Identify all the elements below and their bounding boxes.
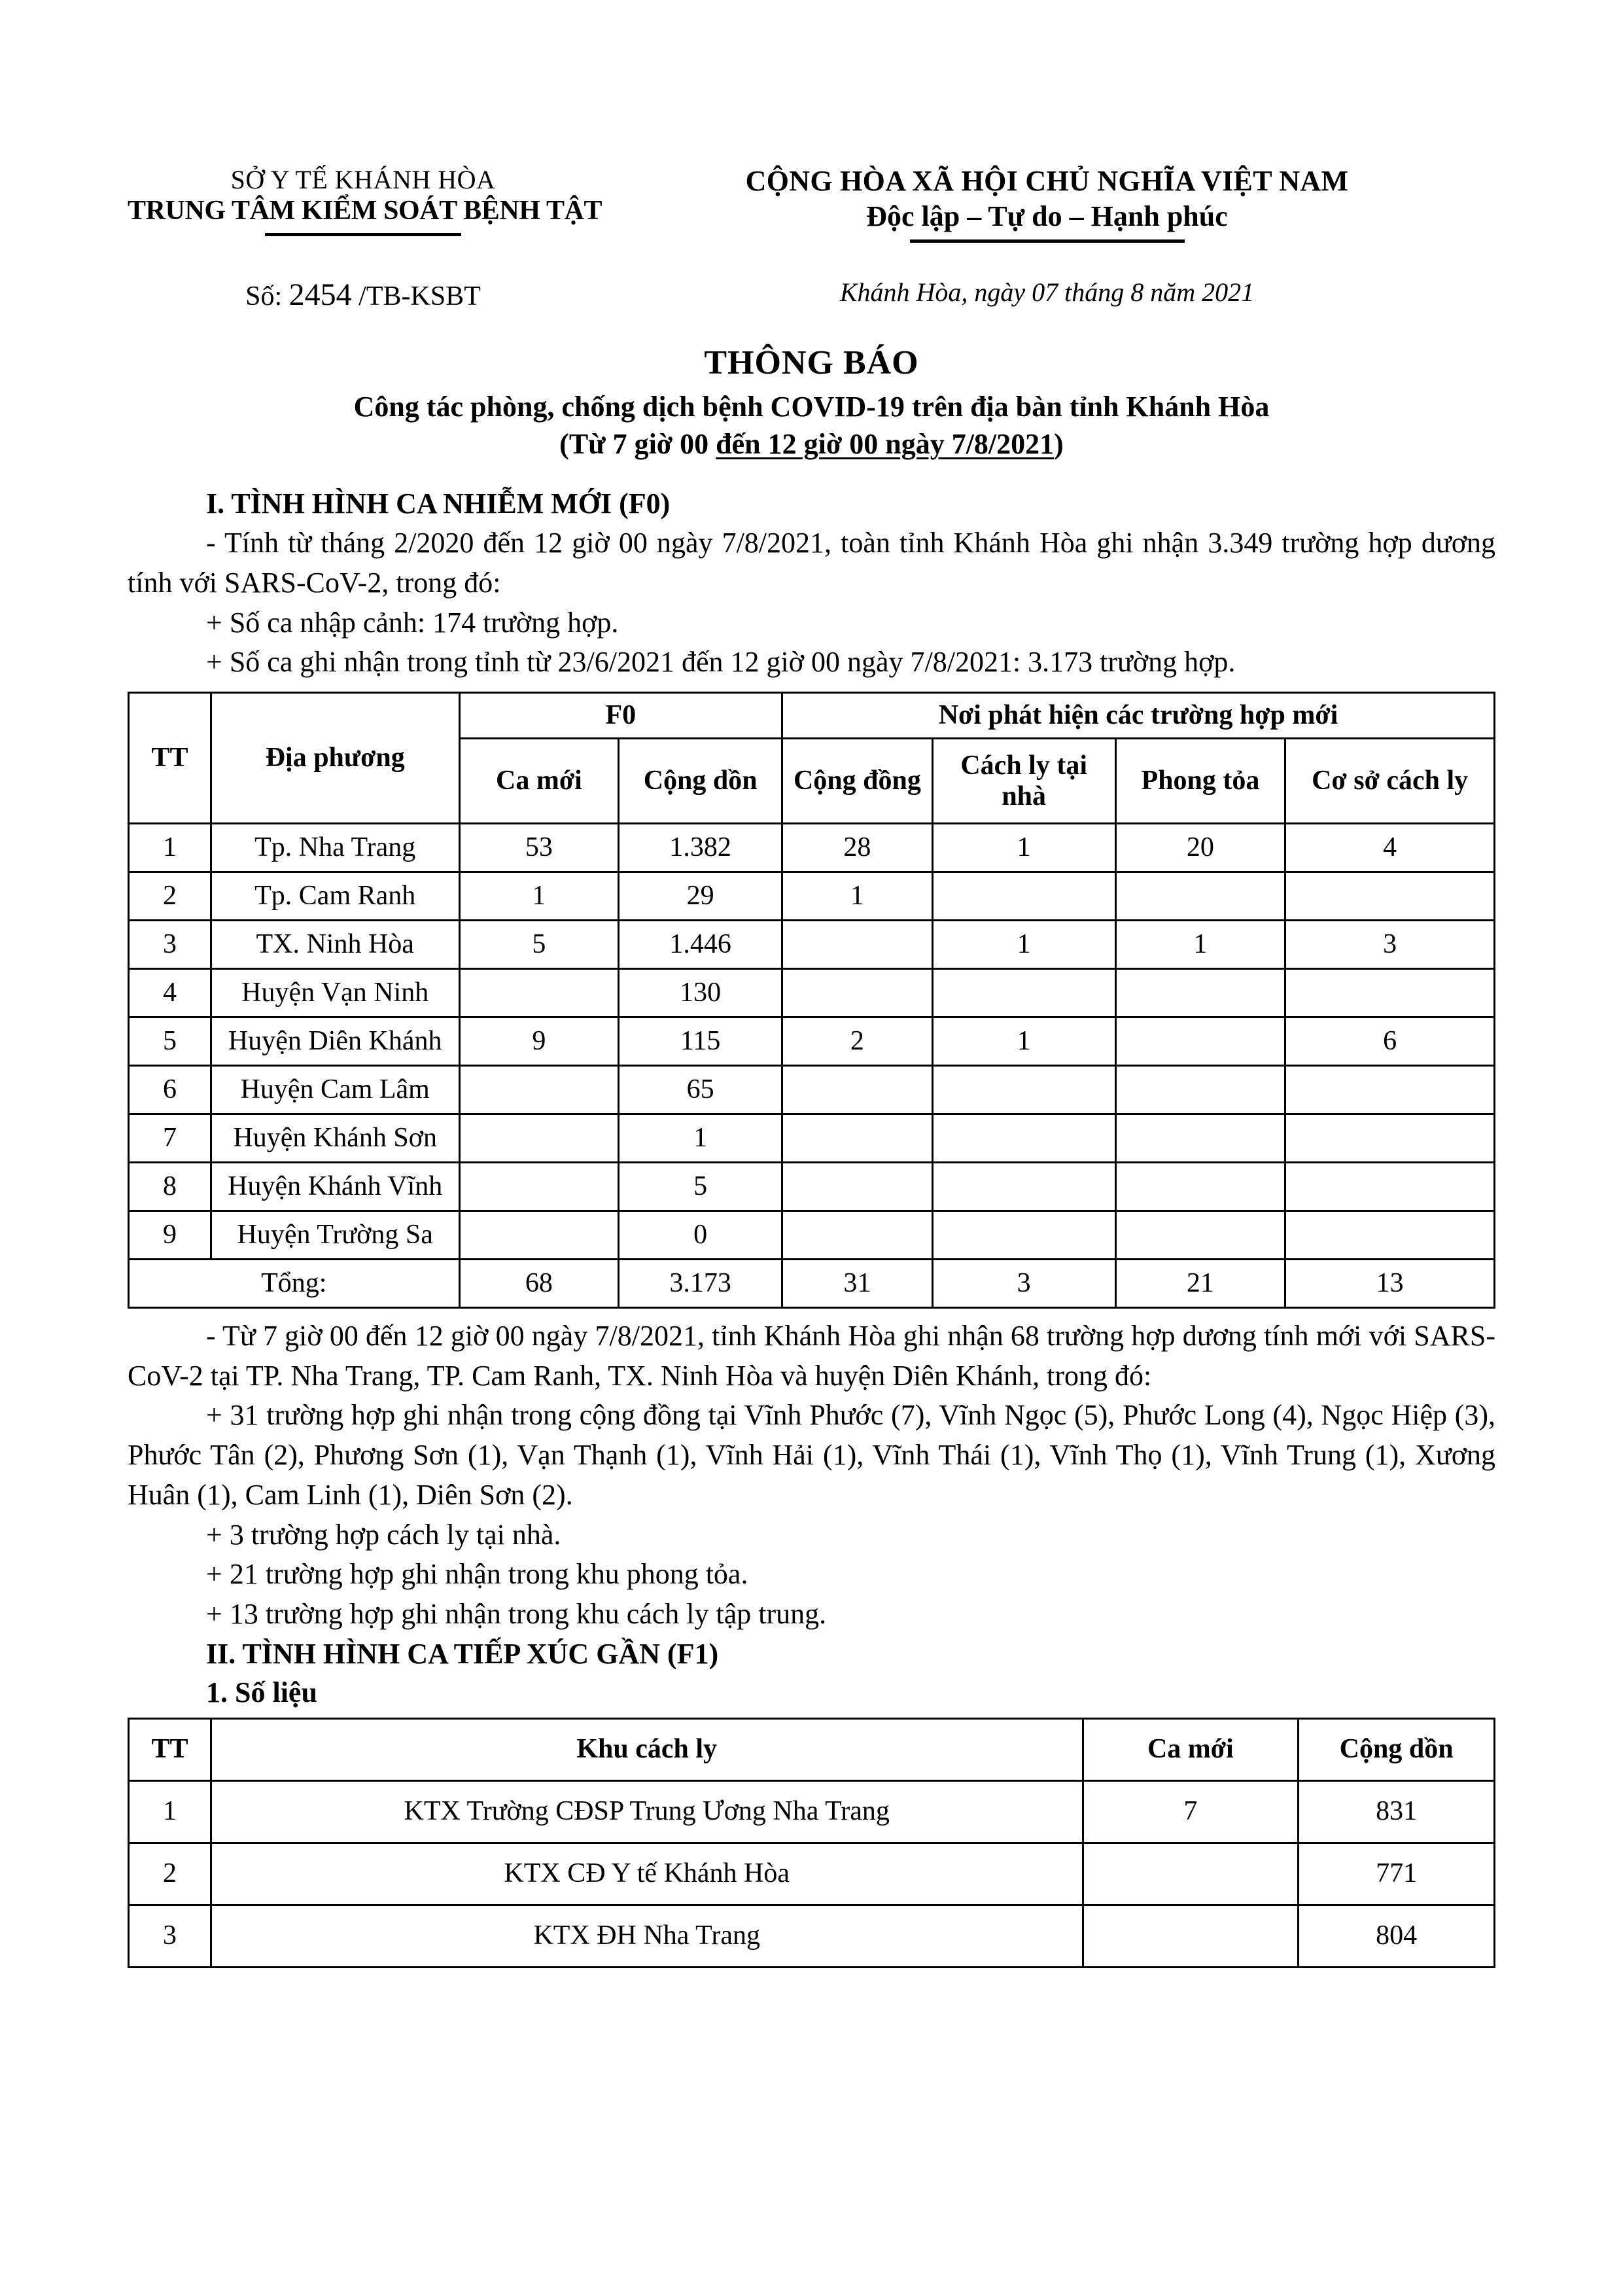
cell-community bbox=[782, 1211, 933, 1260]
cell-total-cumulative: 3.173 bbox=[619, 1260, 782, 1308]
cell-cumulative: 831 bbox=[1299, 1780, 1495, 1843]
cell-total-home-quarantine: 3 bbox=[932, 1260, 1115, 1308]
cell-cumulative: 1 bbox=[619, 1114, 782, 1163]
cell-community: 2 bbox=[782, 1017, 933, 1066]
cell-facility bbox=[1285, 1163, 1495, 1211]
cell-home-quarantine bbox=[932, 1066, 1115, 1114]
cell-tt: 9 bbox=[129, 1211, 211, 1260]
section-2-heading: II. TÌNH HÌNH CA TIẾP XÚC GẦN (F1) bbox=[206, 1637, 719, 1670]
cell-zone: KTX Trường CĐSP Trung Ương Nha Trang bbox=[211, 1780, 1083, 1843]
document-number-value: 2454 bbox=[288, 277, 352, 312]
cell-tt: 3 bbox=[129, 1905, 211, 1967]
title-block bbox=[0, 342, 1623, 463]
cell-tt: 8 bbox=[129, 1163, 211, 1211]
cell-lockdown bbox=[1115, 969, 1285, 1017]
cell-tt: 3 bbox=[129, 921, 211, 969]
national-heading-block bbox=[599, 165, 1495, 243]
cell-tt: 1 bbox=[129, 824, 211, 872]
cell-locality: Huyện Khánh Vĩnh bbox=[211, 1163, 459, 1211]
cell-community bbox=[782, 921, 933, 969]
cell-zone: KTX CĐ Y tế Khánh Hòa bbox=[211, 1843, 1083, 1905]
cell-community: 1 bbox=[782, 872, 933, 921]
table-row bbox=[129, 921, 1495, 969]
cell-home-quarantine: 1 bbox=[932, 824, 1115, 872]
cell-facility bbox=[1285, 872, 1495, 921]
table-row bbox=[129, 872, 1495, 921]
cell-lockdown bbox=[1115, 1163, 1285, 1211]
table-row bbox=[129, 1843, 1495, 1905]
table-f0-body bbox=[129, 824, 1495, 1308]
col-header-cumulative: Cộng dồn bbox=[1299, 1718, 1495, 1780]
issuing-authority-block bbox=[128, 165, 602, 243]
national-motto: Độc lập – Tự do – Hạnh phúc bbox=[866, 200, 1228, 232]
table-row bbox=[129, 1114, 1495, 1163]
cell-locality: Tp. Cam Ranh bbox=[211, 872, 459, 921]
cell-cumulative: 29 bbox=[619, 872, 782, 921]
col-header-tt: TT bbox=[129, 693, 211, 824]
section-1-bullet-2: + Số ca ghi nhận trong tỉnh từ 23/6/2021 đến 12 giờ 00 ngày 7/8/2021: 3.173 trường hợp. bbox=[206, 646, 1236, 679]
cell-new-cases bbox=[459, 969, 619, 1017]
cell-lockdown: 20 bbox=[1115, 824, 1285, 872]
table-f1-head bbox=[129, 1718, 1495, 1780]
table-row bbox=[129, 1163, 1495, 1211]
cell-tt: 5 bbox=[129, 1017, 211, 1066]
col-group-header-f0: F0 bbox=[459, 693, 782, 739]
cell-tt: 2 bbox=[129, 872, 211, 921]
table-row bbox=[129, 824, 1495, 872]
letterhead-divider-right bbox=[910, 239, 1185, 243]
cell-locality: Huyện Vạn Ninh bbox=[211, 969, 459, 1017]
cell-tt: 2 bbox=[129, 1843, 211, 1905]
section-1 bbox=[0, 485, 1623, 682]
cell-new-cases: 5 bbox=[459, 921, 619, 969]
section-1-bullet-3: + 31 trường hợp ghi nhận trong cộng đồng tại Vĩnh Phước (7), Vĩnh Ngọc (5), Phước Long (4), Ngọc Hiệp (3), Phước Tân (2), Phương Sơn (1), Vạn Thạnh (1), Vĩnh Hải (1), Vĩnh Thái (1), Vĩnh Thọ (1), Vĩnh Trung (1), Xương Huân (1), Cam Linh (1), Diên Sơn (2). bbox=[128, 1399, 1495, 1511]
col-header-zone: Khu cách ly bbox=[211, 1718, 1083, 1780]
department-name: SỞ Y TẾ KHÁNH HÒA bbox=[230, 165, 496, 194]
table-total-row bbox=[129, 1260, 1495, 1308]
document-subtitle-period bbox=[0, 425, 1623, 463]
section-1-paragraph-1: - Tính từ tháng 2/2020 đến 12 giờ 00 ngày 7/8/2021, toàn tỉnh Khánh Hòa ghi nhận 3.349 trường hợp dương tính với SARS-CoV-2, trong đó: bbox=[128, 527, 1495, 599]
cell-cumulative: 804 bbox=[1299, 1905, 1495, 1967]
col-header-new-cases: Ca mới bbox=[1083, 1718, 1299, 1780]
cell-facility bbox=[1285, 969, 1495, 1017]
document-number-suffix: /TB-KSBT bbox=[358, 281, 481, 311]
cell-locality: TX. Ninh Hòa bbox=[211, 921, 459, 969]
cell-new-cases: 7 bbox=[1083, 1780, 1299, 1843]
col-header-home-quarantine: Cách ly tại nhà bbox=[932, 739, 1115, 824]
cell-cumulative: 130 bbox=[619, 969, 782, 1017]
table-f1-header-row bbox=[129, 1718, 1495, 1780]
subtitle-period-underlined: đến 12 giờ 00 ngày 7/8/2021 bbox=[716, 427, 1055, 460]
table-f1 bbox=[128, 1718, 1495, 1968]
cell-cumulative: 0 bbox=[619, 1211, 782, 1260]
table-f1-wrapper bbox=[0, 1718, 1623, 1968]
section-1-paragraph-2: - Từ 7 giờ 00 đến 12 giờ 00 ngày 7/8/2021, tỉnh Khánh Hòa ghi nhận 68 trường hợp dương tính mới với SARS-CoV-2 tại TP. Nha Trang, TP. Cam Ranh, TX. Ninh Hòa và huyện Diên Khánh, trong đó: bbox=[128, 1320, 1495, 1392]
col-header-cumulative: Cộng dồn bbox=[619, 739, 782, 824]
cell-tt: 4 bbox=[129, 969, 211, 1017]
cell-community bbox=[782, 1114, 933, 1163]
center-name: TRUNG TÂM KIỂM SOÁT BỆNH TẬT bbox=[128, 196, 602, 226]
cell-new-cases: 53 bbox=[459, 824, 619, 872]
table-row bbox=[129, 1066, 1495, 1114]
section-1-continued bbox=[0, 1316, 1623, 1712]
cell-total-new-cases: 68 bbox=[459, 1260, 619, 1308]
cell-facility bbox=[1285, 1114, 1495, 1163]
table-row bbox=[129, 1017, 1495, 1066]
cell-community bbox=[782, 969, 933, 1017]
cell-lockdown bbox=[1115, 872, 1285, 921]
table-f0-header-row-1 bbox=[129, 693, 1495, 739]
cell-zone: KTX ĐH Nha Trang bbox=[211, 1905, 1083, 1967]
cell-new-cases bbox=[1083, 1905, 1299, 1967]
cell-lockdown bbox=[1115, 1066, 1285, 1114]
cell-home-quarantine bbox=[932, 1211, 1115, 1260]
col-header-tt: TT bbox=[129, 1718, 211, 1780]
cell-lockdown: 1 bbox=[1115, 921, 1285, 969]
cell-new-cases bbox=[459, 1163, 619, 1211]
cell-facility: 6 bbox=[1285, 1017, 1495, 1066]
cell-lockdown bbox=[1115, 1211, 1285, 1260]
cell-home-quarantine bbox=[932, 872, 1115, 921]
document-number bbox=[128, 277, 599, 313]
cell-lockdown bbox=[1115, 1114, 1285, 1163]
cell-home-quarantine bbox=[932, 969, 1115, 1017]
cell-cumulative: 1.382 bbox=[619, 824, 782, 872]
docnumber-date-row bbox=[0, 277, 1623, 313]
cell-total-lockdown: 21 bbox=[1115, 1260, 1285, 1308]
cell-new-cases bbox=[1083, 1843, 1299, 1905]
cell-facility bbox=[1285, 1211, 1495, 1260]
table-row bbox=[129, 1905, 1495, 1967]
table-f0-wrapper bbox=[0, 692, 1623, 1309]
country-name: CỘNG HÒA XÃ HỘI CHỦ NGHĨA VIỆT NAM bbox=[745, 165, 1349, 197]
cell-lockdown bbox=[1115, 1017, 1285, 1066]
cell-community bbox=[782, 1163, 933, 1211]
cell-locality: Huyện Trường Sa bbox=[211, 1211, 459, 1260]
section-1-bullet-6: + 13 trường hợp ghi nhận trong khu cách ly tập trung. bbox=[206, 1598, 827, 1631]
cell-facility: 3 bbox=[1285, 921, 1495, 969]
cell-home-quarantine: 1 bbox=[932, 1017, 1115, 1066]
table-f0 bbox=[128, 692, 1495, 1309]
cell-total-label: Tổng: bbox=[129, 1260, 460, 1308]
subtitle-period-close: ) bbox=[1054, 427, 1064, 460]
cell-locality: Huyện Diên Khánh bbox=[211, 1017, 459, 1066]
col-header-facility: Cơ sở cách ly bbox=[1285, 739, 1495, 824]
col-header-new-cases: Ca mới bbox=[459, 739, 619, 824]
subtitle-period-open: (Từ 7 giờ 00 bbox=[559, 427, 716, 460]
cell-total-community: 31 bbox=[782, 1260, 933, 1308]
table-f0-head bbox=[129, 693, 1495, 824]
cell-cumulative: 1.446 bbox=[619, 921, 782, 969]
document-subtitle: Công tác phòng, chống dịch bệnh COVID-19 trên địa bàn tỉnh Khánh Hòa bbox=[353, 390, 1270, 423]
cell-tt: 1 bbox=[129, 1780, 211, 1843]
section-1-heading: I. TÌNH HÌNH CA NHIỄM MỚI (F0) bbox=[206, 487, 671, 520]
cell-tt: 6 bbox=[129, 1066, 211, 1114]
section-1-bullet-4: + 3 trường hợp cách ly tại nhà. bbox=[206, 1518, 561, 1551]
document-title: THÔNG BÁO bbox=[704, 344, 919, 381]
cell-home-quarantine: 1 bbox=[932, 921, 1115, 969]
cell-home-quarantine bbox=[932, 1163, 1115, 1211]
cell-locality: Huyện Khánh Sơn bbox=[211, 1114, 459, 1163]
cell-locality: Huyện Cam Lâm bbox=[211, 1066, 459, 1114]
cell-tt: 7 bbox=[129, 1114, 211, 1163]
table-row bbox=[129, 1211, 1495, 1260]
cell-cumulative: 65 bbox=[619, 1066, 782, 1114]
cell-cumulative: 115 bbox=[619, 1017, 782, 1066]
table-f1-body bbox=[129, 1780, 1495, 1967]
cell-cumulative: 771 bbox=[1299, 1843, 1495, 1905]
document-number-prefix: Số: bbox=[245, 281, 283, 311]
cell-locality: Tp. Nha Trang bbox=[211, 824, 459, 872]
section-2-subheading: 1. Số liệu bbox=[206, 1676, 317, 1709]
letterhead bbox=[0, 0, 1623, 243]
cell-home-quarantine bbox=[932, 1114, 1115, 1163]
col-group-header-detection: Nơi phát hiện các trường hợp mới bbox=[782, 693, 1495, 739]
table-row bbox=[129, 1780, 1495, 1843]
cell-facility bbox=[1285, 1066, 1495, 1114]
col-header-community: Cộng đồng bbox=[782, 739, 933, 824]
cell-new-cases: 1 bbox=[459, 872, 619, 921]
cell-cumulative: 5 bbox=[619, 1163, 782, 1211]
section-1-bullet-5: + 21 trường hợp ghi nhận trong khu phong tỏa. bbox=[206, 1558, 748, 1591]
table-row bbox=[129, 969, 1495, 1017]
cell-new-cases bbox=[459, 1211, 619, 1260]
col-header-locality: Địa phương bbox=[211, 693, 459, 824]
section-1-bullet-1: + Số ca nhập cảnh: 174 trường hợp. bbox=[206, 606, 619, 639]
cell-new-cases bbox=[459, 1066, 619, 1114]
place-and-date: Khánh Hòa, ngày 07 tháng 8 năm 2021 bbox=[839, 277, 1255, 307]
cell-new-cases bbox=[459, 1114, 619, 1163]
cell-total-facility: 13 bbox=[1285, 1260, 1495, 1308]
col-header-lockdown: Phong tỏa bbox=[1115, 739, 1285, 824]
cell-community bbox=[782, 1066, 933, 1114]
letterhead-divider-left bbox=[265, 233, 461, 236]
cell-community: 28 bbox=[782, 824, 933, 872]
cell-new-cases: 9 bbox=[459, 1017, 619, 1066]
cell-facility: 4 bbox=[1285, 824, 1495, 872]
